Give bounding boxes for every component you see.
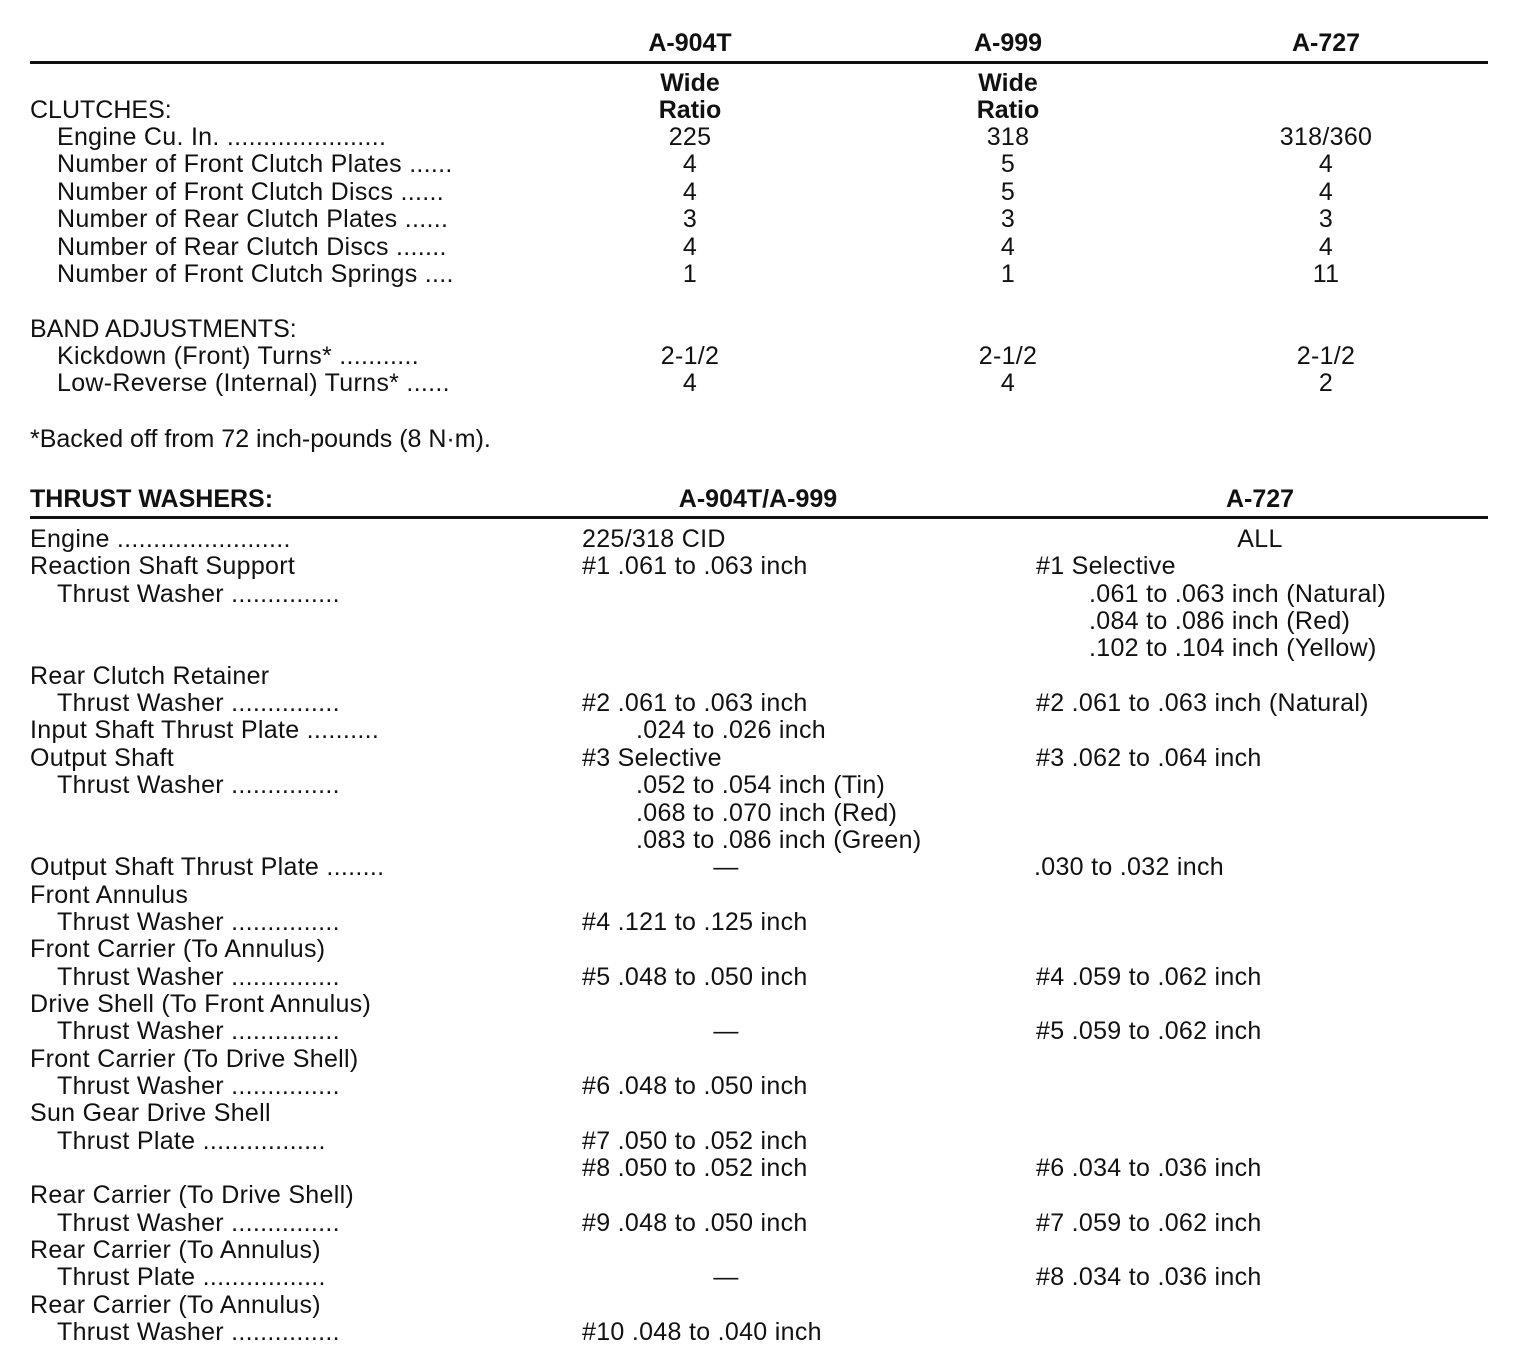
thrust-value-a: — xyxy=(713,1017,739,1046)
clutch-row-value: 318/360 xyxy=(1279,123,1373,151)
thrust-row-label: Drive Shell (To Front Annulus) xyxy=(30,989,372,1018)
thrust-value-b: #5 .059 to .062 inch xyxy=(1036,1017,1262,1046)
thrust-value-b: #6 .034 to .036 inch xyxy=(1036,1154,1262,1183)
thrust-row-label: Thrust Washer ............... xyxy=(57,771,340,800)
thrust-row-label: Engine ........................ xyxy=(30,525,291,553)
ratio-a999-line2: Ratio xyxy=(976,96,1040,124)
thrust-value-a: .024 to .026 inch xyxy=(636,716,826,745)
clutch-row-value: 318 xyxy=(986,123,1030,151)
thrust-value-b: #4 .059 to .062 inch xyxy=(1036,962,1262,991)
thrust-heading: THRUST WASHERS: xyxy=(30,485,274,513)
clutch-row-value: 5 xyxy=(1000,177,1016,206)
clutch-row-value: 1 xyxy=(682,260,698,288)
clutch-row-value: 4 xyxy=(1318,150,1334,179)
thrust-value-a: #1 .061 to .063 inch xyxy=(582,552,808,581)
thrust-value-a: #5 .048 to .050 inch xyxy=(582,962,808,991)
thrust-row-label: Front Annulus xyxy=(30,880,189,909)
thrust-value-b: #7 .059 to .062 inch xyxy=(1036,1208,1262,1237)
clutch-row-value: 4 xyxy=(682,232,698,261)
thrust-row-label: Thrust Washer ............... xyxy=(57,1072,340,1100)
thrust-row-label: Sun Gear Drive Shell xyxy=(30,1099,271,1128)
band-row-value: 4 xyxy=(682,369,698,398)
thrust-value-b: #8 .034 to .036 inch xyxy=(1036,1263,1262,1292)
clutch-row-label: Number of Front Clutch Plates ...... xyxy=(57,150,453,179)
clutch-row-label: Engine Cu. In. ...................... xyxy=(57,123,387,151)
thrust-value-a: #6 .048 to .050 inch xyxy=(582,1072,808,1100)
thrust-value-b: .030 to .032 inch xyxy=(1034,853,1224,882)
thrust-value-a: — xyxy=(713,1263,739,1292)
thrust-row-label: Thrust Washer ............... xyxy=(57,962,340,991)
thrust-value-b: #3 .062 to .064 inch xyxy=(1036,743,1262,772)
thrust-value-a: #7 .050 to .052 inch xyxy=(582,1126,808,1155)
band-row-value: 2 xyxy=(1318,369,1334,398)
header-rule xyxy=(30,61,1488,64)
thrust-column-a: A-904T/A-999 xyxy=(678,485,838,513)
thrust-value-a: #4 .121 to .125 inch xyxy=(582,907,808,936)
clutch-row-value: 225 xyxy=(668,123,712,151)
clutch-row-value: 4 xyxy=(1318,177,1334,206)
thrust-value-a: #8 .050 to .052 inch xyxy=(582,1154,808,1183)
thrust-row-label: Front Carrier (To Annulus) xyxy=(30,935,326,964)
thrust-row-label: Rear Carrier (To Drive Shell) xyxy=(30,1181,355,1210)
thrust-row-label: Thrust Plate ................. xyxy=(57,1126,326,1155)
band-heading: BAND ADJUSTMENTS: xyxy=(30,315,297,343)
clutch-row-value: 3 xyxy=(1318,205,1334,234)
thrust-value-a: .068 to .070 inch (Red) xyxy=(636,798,898,827)
footnote: *Backed off from 72 inch-pounds (8 N·m). xyxy=(30,425,491,453)
thrust-row-label: Thrust Washer ............... xyxy=(57,1208,340,1237)
band-row-value: 4 xyxy=(1000,369,1016,398)
band-row-value: 2-1/2 xyxy=(660,342,720,370)
clutch-row-value: 3 xyxy=(1000,205,1016,234)
clutch-row-value: 5 xyxy=(1000,150,1016,179)
thrust-value-b: .084 to .086 inch (Red) xyxy=(1089,607,1351,636)
thrust-row-label: Output Shaft Thrust Plate ........ xyxy=(30,853,385,882)
thrust-row-label: Rear Clutch Retainer xyxy=(30,661,270,690)
clutch-row-value: 4 xyxy=(682,150,698,179)
clutch-row-value: 4 xyxy=(1318,232,1334,261)
ratio-a999-line1: Wide xyxy=(978,69,1038,97)
band-row-value: 2-1/2 xyxy=(978,342,1038,370)
thrust-row-label: Thrust Washer ............... xyxy=(57,579,340,608)
thrust-row-label: Thrust Plate ................. xyxy=(57,1263,326,1292)
clutch-row-value: 11 xyxy=(1312,260,1340,288)
thrust-value-b: #1 Selective xyxy=(1036,552,1176,581)
clutch-row-value: 4 xyxy=(682,177,698,206)
thrust-row-label: Input Shaft Thrust Plate .......... xyxy=(30,716,380,745)
clutches-heading: CLUTCHES: xyxy=(30,96,172,124)
thrust-row-label: Thrust Washer ............... xyxy=(57,1017,340,1046)
thrust-row-label: Thrust Washer ............... xyxy=(57,907,340,936)
thrust-value-a: 225/318 CID xyxy=(582,525,726,553)
clutch-row-value: 4 xyxy=(1000,232,1016,261)
thrust-header-rule xyxy=(30,516,1488,519)
thrust-row-label: Reaction Shaft Support xyxy=(30,552,296,581)
thrust-row-label: Front Carrier (To Drive Shell) xyxy=(30,1044,359,1073)
thrust-value-a: #3 Selective xyxy=(582,743,722,772)
clutch-row-value: 3 xyxy=(682,205,698,234)
band-row-label: Kickdown (Front) Turns* ........... xyxy=(57,342,419,370)
column-header-a727: A-727 xyxy=(1291,29,1361,57)
ratio-a904t-line2: Ratio xyxy=(658,96,722,124)
thrust-value-b: .061 to .063 inch (Natural) xyxy=(1089,579,1387,608)
clutch-row-label: Number of Rear Clutch Plates ...... xyxy=(57,205,449,234)
column-header-a999: A-999 xyxy=(973,29,1043,57)
thrust-row-label: Thrust Washer ............... xyxy=(57,1318,340,1347)
thrust-value-a: .052 to .054 inch (Tin) xyxy=(636,771,886,800)
thrust-value-b: ALL xyxy=(1237,525,1283,553)
band-row-label: Low-Reverse (Internal) Turns* ...... xyxy=(57,369,450,398)
ratio-a904t-line1: Wide xyxy=(660,69,720,97)
thrust-value-a: #9 .048 to .050 inch xyxy=(582,1208,808,1237)
band-row-value: 2-1/2 xyxy=(1296,342,1356,370)
thrust-value-b: #2 .061 to .063 inch (Natural) xyxy=(1036,689,1369,718)
thrust-value-b: .102 to .104 inch (Yellow) xyxy=(1089,634,1377,663)
thrust-value-a: .083 to .086 inch (Green) xyxy=(636,825,922,854)
thrust-column-b: A-727 xyxy=(1225,485,1295,513)
clutch-row-label: Number of Rear Clutch Discs ....... xyxy=(57,232,447,261)
thrust-value-a: — xyxy=(713,853,739,882)
column-header-a904t: A-904T xyxy=(648,29,732,57)
thrust-row-label: Rear Carrier (To Annulus) xyxy=(30,1236,321,1265)
clutch-row-value: 1 xyxy=(1000,260,1016,288)
thrust-row-label: Output Shaft xyxy=(30,743,174,772)
thrust-value-a: #10 .048 to .040 inch xyxy=(582,1318,822,1347)
clutch-row-label: Number of Front Clutch Discs ...... xyxy=(57,177,444,206)
thrust-row-label: Rear Carrier (To Annulus) xyxy=(30,1290,321,1319)
thrust-row-label: Thrust Washer ............... xyxy=(57,689,340,718)
thrust-value-a: #2 .061 to .063 inch xyxy=(582,689,808,718)
clutch-row-label: Number of Front Clutch Springs .... xyxy=(57,260,454,288)
